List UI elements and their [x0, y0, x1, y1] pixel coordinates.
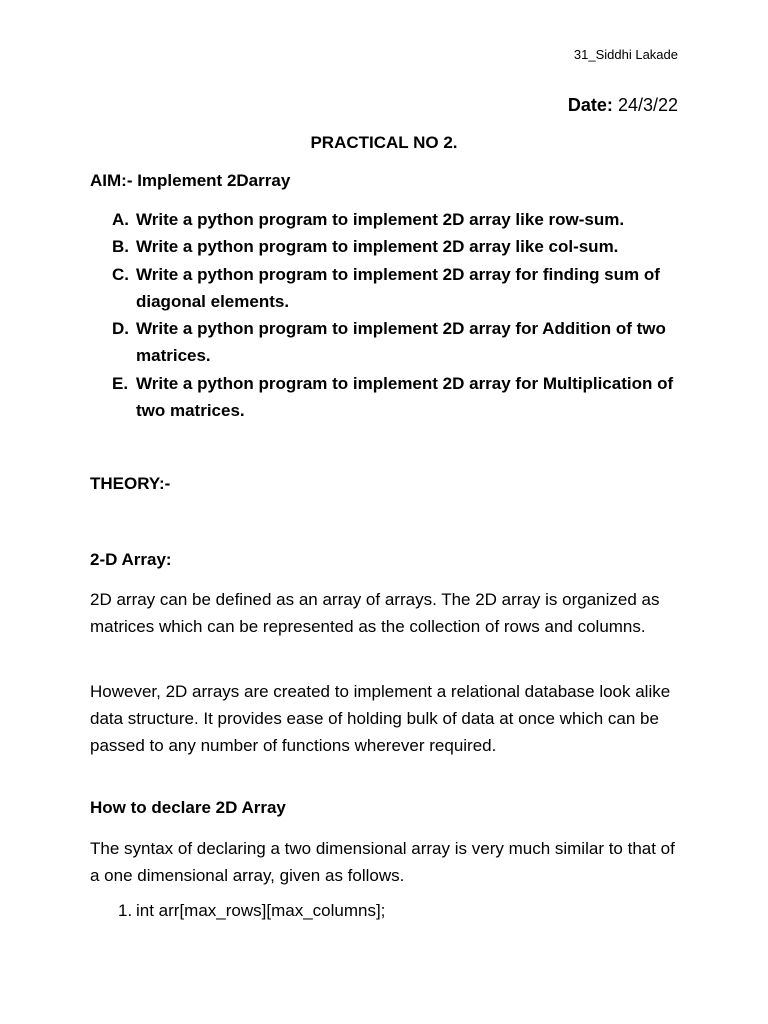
- aim-item-text: Write a python program to implement 2D array for finding sum of diagonal elements.: [136, 264, 660, 311]
- aim-item-marker: A.: [112, 210, 129, 229]
- theory-heading: THEORY:-: [90, 474, 171, 493]
- aim-item: [90, 206, 680, 233]
- date-line: [568, 95, 678, 116]
- author-name: 31_Siddhi Lakade: [573, 47, 678, 62]
- aim-list: [90, 206, 680, 424]
- aim-item: [90, 233, 680, 260]
- aim-item-text: Write a python program to implement 2D array for Multiplication of two matrices.: [136, 373, 674, 421]
- paragraph-syntax: The syntax of declaring a two dimensional array is very much similar to that of a one dimensional array, given as follows.: [90, 839, 675, 886]
- code-item-marker: 1.: [118, 901, 133, 920]
- aim-item-marker: E.: [112, 373, 129, 393]
- code-item-text: int arr[max_rows][max_columns];: [136, 901, 386, 920]
- aim-item: [90, 315, 680, 370]
- paragraph-definition: 2D array can be defined as an array of arrays. The 2D array is organized as matrices which can be represented as the collection of rows and columns.: [90, 590, 660, 637]
- aim-item: [90, 261, 680, 316]
- aim-item-marker: D.: [112, 319, 129, 339]
- array-heading: 2-D Array:: [90, 550, 172, 569]
- aim-item-marker: B.: [112, 237, 129, 257]
- aim-item-text: Write a python program to implement 2D array like col-sum.: [136, 237, 619, 257]
- aim-item-text: Write a python program to implement 2D array for Addition of two matrices.: [136, 319, 666, 366]
- paragraph-usage: However, 2D arrays are created to implement a relational database look alike data structure. It provides ease of holding bulk of data at once which can be passed to any number of functions wherever required.: [90, 682, 671, 756]
- aim-item-marker: C.: [112, 264, 129, 284]
- aim-item: [90, 370, 680, 425]
- practical-title: PRACTICAL NO 2.: [310, 133, 458, 152]
- date-value: 24/3/22: [617, 95, 678, 115]
- declare-heading: How to declare 2D Array: [90, 798, 286, 817]
- aim-item-text: Write a python program to implement 2D array like row-sum.: [136, 210, 625, 229]
- aim-heading: AIM:- Implement 2Darray: [90, 171, 291, 190]
- date-label: Date:: [567, 95, 613, 115]
